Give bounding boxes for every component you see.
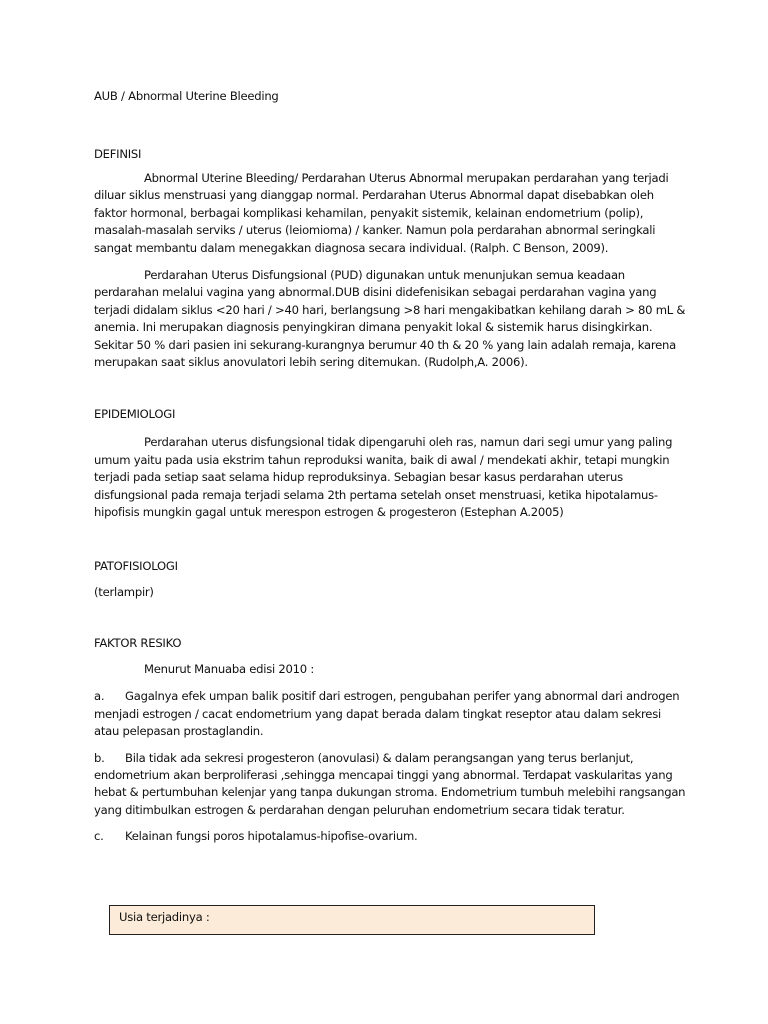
list-marker: b. bbox=[94, 750, 105, 765]
epidemiologi-paragraph-1 bbox=[94, 434, 688, 521]
list-item bbox=[94, 750, 688, 820]
faktor-resiko-intro-text: Menurut Manuaba edisi 2010 : bbox=[144, 661, 314, 676]
list-item-text: Kelainan fungsi poros hipotalamus-hipofise-ovarium. bbox=[125, 829, 418, 844]
section-heading-epidemiologi: EPIDEMIOLOGI bbox=[94, 407, 176, 422]
definisi-paragraph-2-text: Perdarahan Uterus Disfungsional (PUD) digunakan untuk menunjukan semua keadaan perdarahan melalui vagina yang abnormal.DUB disini didefenisikan sebagai perdarahan vagina yang terjadi didalam siklus <20 hari / >40 hari, berlangsung >8 hari mengakibatkan kehilang darah > 80 mL & anemia. Ini merupakan diagnosis penyingkiran dimana penyakit lokal & sistemik harus disingkirkan. Sekitar 50 % dari pasien ini sekurang-kurangnya berumur 40 th & 20 % yang lain adalah remaja, karena merupakan saat siklus anovulatori lebih sering ditemukan. (Rudolph,A. 2006). bbox=[94, 268, 686, 370]
patofisiologi-paragraph-1: (terlampir) bbox=[94, 584, 154, 599]
document-title: AUB / Abnormal Uterine Bleeding bbox=[94, 89, 279, 103]
section-heading-faktor-resiko: FAKTOR RESIKO bbox=[94, 635, 182, 650]
list-item bbox=[94, 828, 688, 845]
section-heading-patofisiologi: PATOFISIOLOGI bbox=[94, 558, 178, 573]
definisi-paragraph-1 bbox=[94, 170, 688, 257]
list-item-text: Bila tidak ada sekresi progesteron (anovulasi) & dalam perangsangan yang terus berlanjut, endometrium akan berproliferasi ,sehingga mencapai tinggi yang abnormal. Terdapat vaskularitas yang hebat & pertumbuhan kelenjar yang tanpa dukungan stroma. Endometrium tumbuh melebihi rangsangan yang ditimbulkan estrogen & perdarahan dengan peluruhan endometrium secara tidak teratur. bbox=[94, 750, 686, 817]
list-item-text: Gagalnya efek umpan balik positif dari estrogen, pengubahan perifer yang abnormal dari androgen menjadi estrogen / cacat endometrium yang dapat berada dalam tingkat reseptor atau dalam sekresi atau pelepasan prostaglandin. bbox=[94, 689, 680, 739]
definisi-paragraph-2 bbox=[94, 267, 688, 371]
list-marker: a. bbox=[94, 689, 105, 704]
section-heading-definisi: DEFINISI bbox=[94, 147, 142, 161]
faktor-resiko-intro bbox=[94, 661, 688, 678]
usia-terjadinya-label: Usia terjadinya : bbox=[119, 910, 210, 924]
list-item bbox=[94, 688, 688, 740]
definisi-paragraph-1-text: Abnormal Uterine Bleeding/ Perdarahan Uterus Abnormal merupakan perdarahan yang terjadi diluar siklus menstruasi yang dianggap normal. Perdarahan Uterus Abnormal dapat disebabkan oleh faktor hormonal, berbagai komplikasi kehamilan, penyakit sistemik, kelainan endometrium (polip), masalah-masalah serviks / uterus (leiomioma) / kanker. Namun pola perdarahan abnormal seringkali sangat membantu dalam menegakkan diagnosa secara individual. (Ralph. C Benson, 2009). bbox=[94, 171, 669, 255]
list-marker: c. bbox=[94, 829, 104, 844]
usia-terjadinya-box bbox=[109, 905, 595, 935]
epidemiologi-paragraph-1-text: Perdarahan uterus disfungsional tidak dipengaruhi oleh ras, namun dari segi umur yang paling umum yaitu pada usia ekstrim tahun reproduksi wanita, baik di awal / mendekati akhir, tetapi mungkin terjadi pada setiap saat selama hidup reproduksinya. Sebagian besar kasus perdarahan uterus disfungsional pada remaja terjadi selama 2th pertama setelah onset menstruasi, ketika hipotalamus-hipofisis mungkin gagal untuk merespon estrogen & progesteron (Estephan A.2005) bbox=[94, 435, 673, 520]
